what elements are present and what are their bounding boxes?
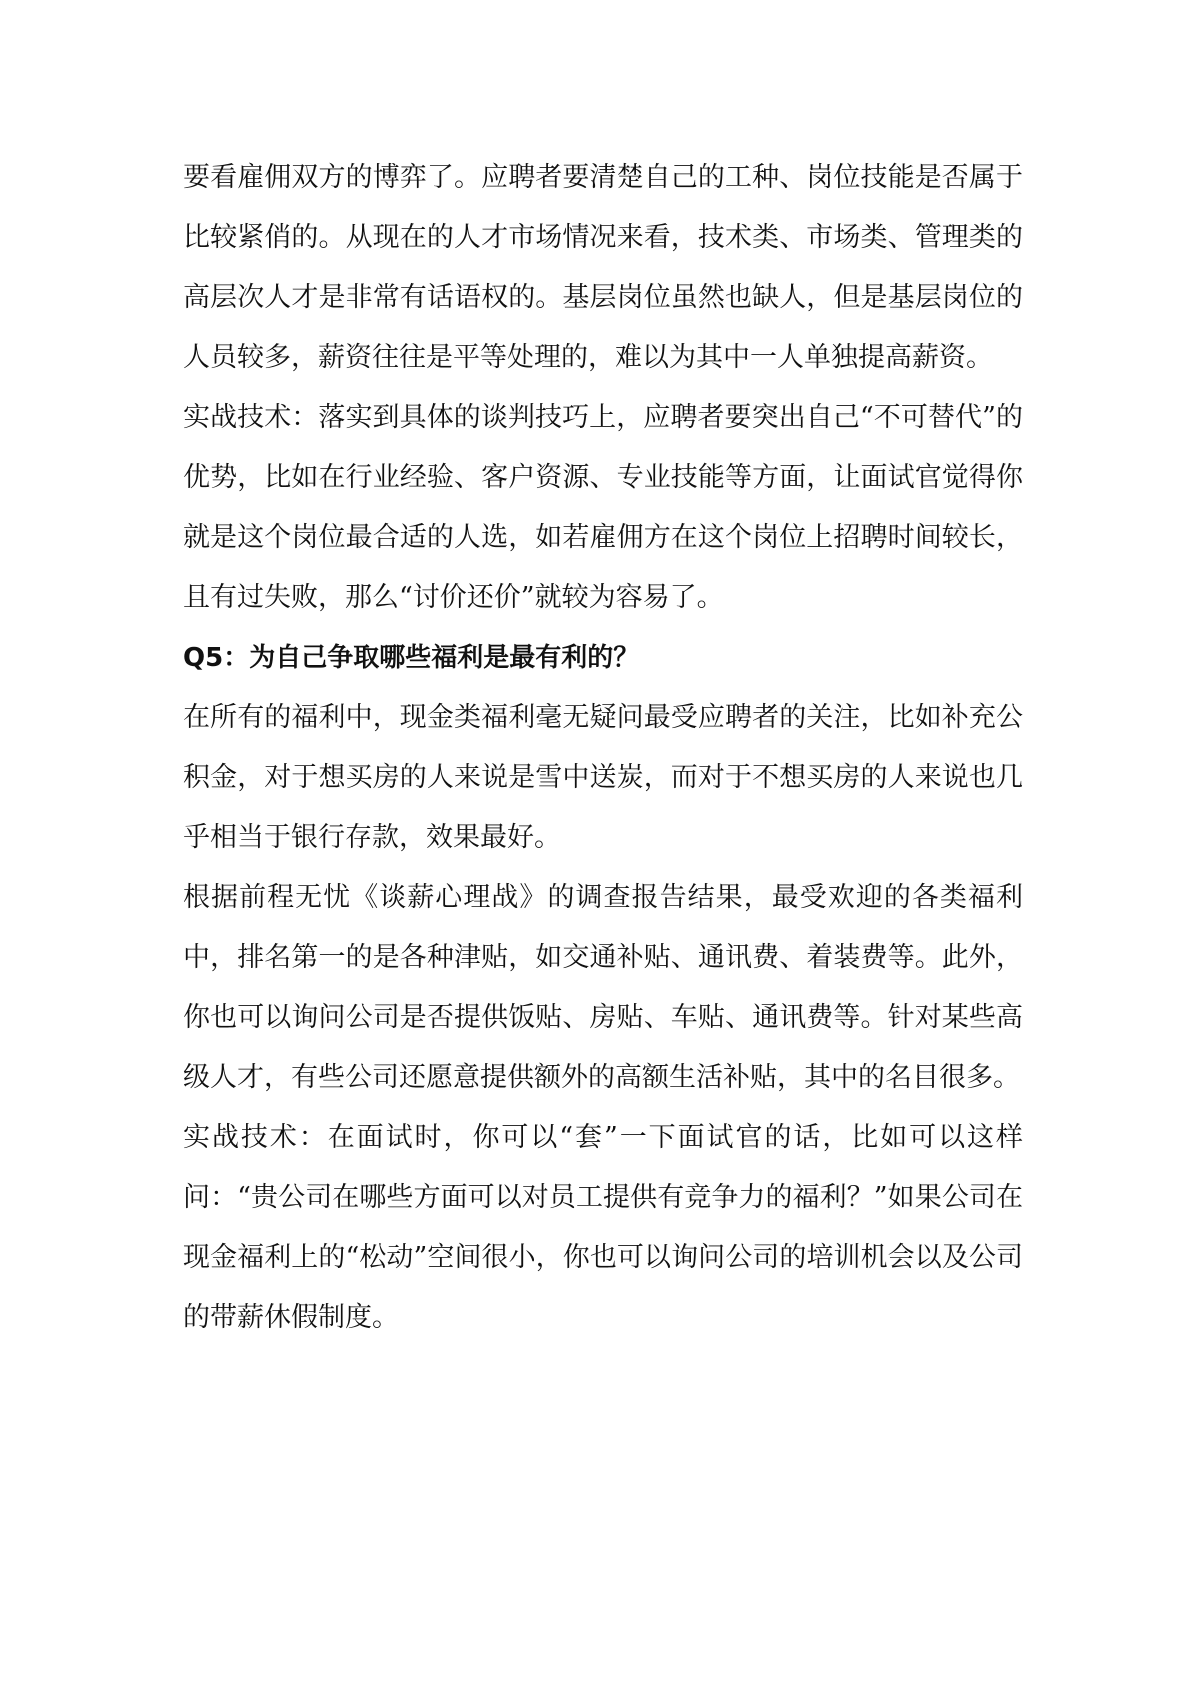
paragraph-cash-benefits: 在所有的福利中，现金类福利毫无疑问最受应聘者的关注，比如补充公积金，对于想买房的人来说是雪中送炭，而对于不想买房的人来说也几乎相当于银行存款，效果最好。 (183, 702, 1023, 853)
document-body (183, 148, 1023, 1348)
paragraph-practical-tip-negotiation: 实战技术：落实到具体的谈判技巧上，应聘者要突出自己“不可替代”的优势，比如在行业经验、客户资源、专业技能等方面，让面试官觉得你就是这个岗位最合适的人选，如若雇佣方在这个岗位上招聘时间较长，且有过失败，那么“讨价还价”就较为容易了。 (183, 402, 1023, 613)
section-heading-q5: Q5：为自己争取哪些福利是最有利的？ (183, 643, 640, 673)
paragraph-practical-tip-benefits: 实战技术：在面试时，你可以“套”一下面试官的话，比如可以这样问：“贵公司在哪些方面可以对员工提供有竞争力的福利？”如果公司在现金福利上的“松动”空间很小，你也可以询问公司的培训机会以及公司的带薪休假制度。 (183, 1122, 1023, 1333)
paragraph-survey-results: 根据前程无忧《谈薪心理战》的调查报告结果，最受欢迎的各类福利中，排名第一的是各种津贴，如交通补贴、通讯费、着装费等。此外，你也可以询问公司是否提供饭贴、房贴、车贴、通讯费等。针对某些高级人才，有些公司还愿意提供额外的高额生活补贴，其中的名目很多。 (183, 882, 1023, 1093)
paragraph-bargaining-context: 要看雇佣双方的博弈了。应聘者要清楚自己的工种、岗位技能是否属于比较紧俏的。从现在的人才市场情况来看，技术类、市场类、管理类的高层次人才是非常有话语权的。基层岗位虽然也缺人，但是基层岗位的人员较多，薪资往往是平等处理的，难以为其中一人单独提高薪资。 (183, 162, 1023, 373)
